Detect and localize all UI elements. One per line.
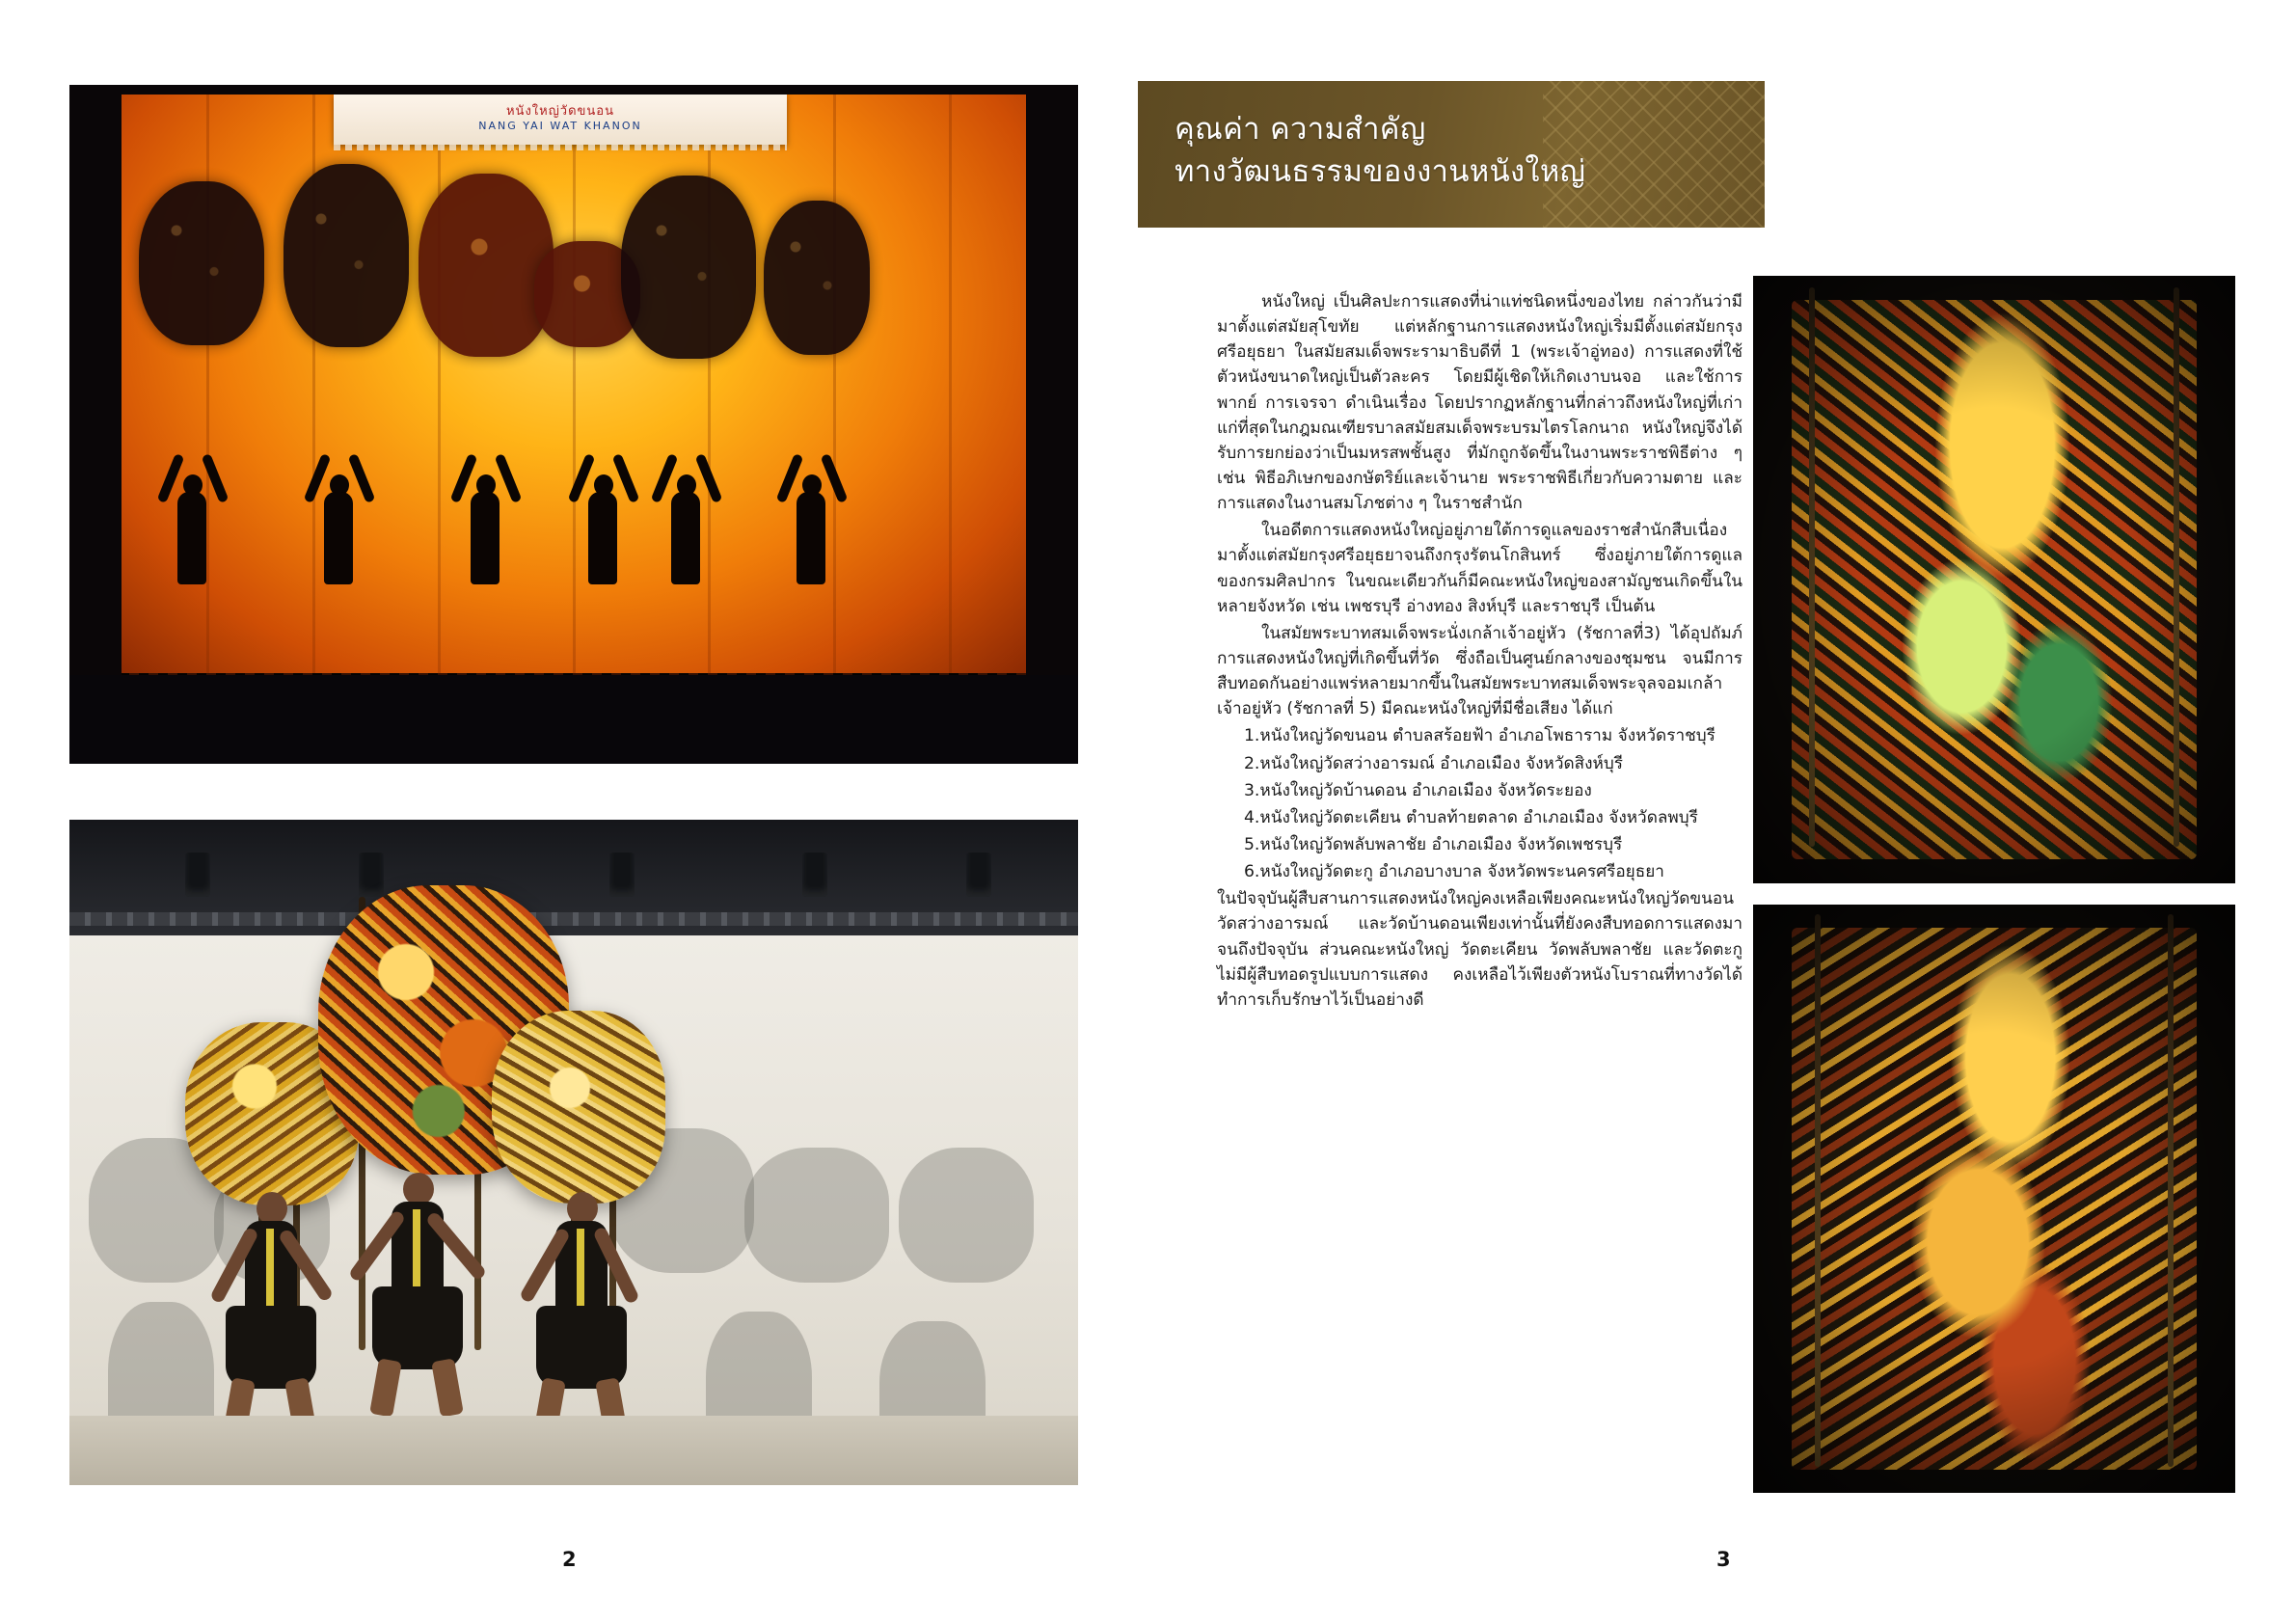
figure-carved-puppet-bottom (1753, 905, 2235, 1493)
paragraph-3: ในสมัยพระบาทสมเด็จพระนั่งเกล้าเจ้าอยู่หัว (รัชกาลที่3) ได้อุปถัมภ์การแสดงหนังใหญ่ที่เกิดขึ้นที่วัด ซึ่งถือเป็นศูนย์กลางของชุมชน จนมีการสืบทอดกันอย่างแพร่หลายมากขึ้นในสมัยพระบาทสมเด็จพระจุลจอมเกล้าเจ้าอยู่หัว (รัชกาลที่ 5) มีคณะหนังใหญ่ที่มีชื่อเสียง ได้แก่ (1217, 623, 1742, 719)
puppeteer-silhouette (459, 440, 513, 584)
page-number-right: 3 (1716, 1548, 1731, 1571)
puppeteer-silhouette (660, 440, 714, 584)
paragraph-1: หนังใหญ่ เป็นศิลปะการแสดงที่น่าแท่ชนิดหนึ่งของไทย กล่าวกันว่ามีมาตั้งแต่สมัยสุโขทัย แต่หลักฐานการแสดงหนังใหญ่เริ่มมีตั้งแต่สมัยกรุงศรีอยุธยา ในสมัยสมเด็จพระรามาธิบดีที่ 1 (พระเจ้าอู่ทอง) การแสดงที่ใช้ตัวหนังขนาดใหญ่เป็นตัวละคร โดยมีผู้เชิดให้เกิดเงาบนจอ และใช้การพากย์ การเจรจา ดำเนินเรื่อง โดยปรากฏหลักฐานที่กล่าวถึงหนังใหญ่ที่เก่าแก่ที่สุดในกฎมณเฑียรบาลสมัยสมเด็จพระบรมไตรโลกนาถ หนังใหญ่จึงได้รับการยกย่องว่าเป็นมหรสพชั้นสูง ที่มักถูกจัดขึ้นในงานพระราชพิธีต่าง ๆ เช่น พิธีอภิเษกของกษัตริย์และเจ้านาย พระราชพิธีเกี่ยวกับความตาย และการแสดงในงานสมโภชต่าง ๆ ในราชสำนัก (1217, 292, 1742, 514)
shadow-puppet-silhouette (621, 176, 756, 359)
shadow-puppet-silhouette (419, 174, 554, 357)
shadow-puppet-silhouette (764, 201, 870, 355)
list-item: 1.หนังใหญ่วัดขนอน ตำบลสร้อยฟ้า อำเภอโพธาราม จังหวัดราชบุรี (1244, 726, 1715, 746)
section-title-line1: คุณค่า ความสำคัญ (1175, 112, 1426, 147)
illuminated-screen (120, 95, 1026, 673)
list-item: 6.หนังใหญ่วัดตะกู อำเภอบางบาล จังหวัดพระนครศรีอยุธยา (1244, 862, 1664, 882)
figure-shadow-play-performance (69, 85, 1078, 764)
list-item: 5.หนังใหญ่วัดพลับพลาชัย อำเภอเมือง จังหวัดเพชรบุรี (1244, 834, 1623, 854)
paragraph-2: ในอดีตการแสดงหนังใหญ่อยู่ภายใต้การดูแลของราชสำนักสืบเนื่องมาตั้งแต่สมัยกรุงศรีอยุธยาจนถึงกรุงรัตนโกสินทร์ ซึ่งอยู่ภายใต้การดูแลของกรมศิลปากร ในขณะเดียวกันก็มีคณะหนังใหญ่ของสามัญชนเกิดขึ้นในหลายจังหวัด เช่น เพชรบุรี อ่างทอง สิงห์บุรี และราชบุรี เป็นต้น (1217, 521, 1742, 616)
lighting-truss (69, 912, 1078, 926)
shadow-puppet-silhouette (139, 181, 264, 345)
list-item: 3.หนังใหญ่วัดบ้านดอน อำเภอเมือง จังหวัดระยอง (1244, 780, 1592, 800)
stage-banner (334, 95, 787, 145)
list-item: 4.หนังใหญ่วัดตะเคียน ตำบลท้ายตลาด อำเภอเมือง จังหวัดลพบุรี (1244, 807, 1698, 827)
paragraph-closing: ในปัจจุบันผู้สืบสานการแสดงหนังใหญ่คงเหลือเพียงคณะหนังใหญ่วัดขนอน วัดสว่างอารมณ์ และวัดบ้านดอนเพียงเท่านั้นที่ยังคงสืบทอดการแสดงมาจนถึงปัจจุบัน ส่วนคณะหนังใหญ่ วัดตะเคียน วัดพลับพลาชัย และวัดตะกูไม่มีผู้สืบทอดรูปแบบการแสดง คงเหลือไว้เพียงตัวหนังโบราณที่ทางวัดได้ทำการเก็บรักษาไว้เป็นอย่างดี (1217, 889, 1742, 1010)
figure-carved-puppet-top (1753, 276, 2235, 883)
figure-dancers-with-puppets (69, 820, 1078, 1485)
banner-line-english: NANG YAI WAT KHANON (478, 120, 642, 132)
banner-line-thai: หนังใหญ่วัดขนอน (505, 104, 614, 119)
list-item: 2.หนังใหญ่วัดสว่างอารมณ์ อำเภอเมือง จังหวัดสิงห์บุรี (1244, 753, 1624, 773)
performer-right (523, 1186, 638, 1437)
puppeteer-silhouette (312, 440, 366, 584)
section-header-band (1138, 81, 1765, 228)
section-title-line2: ทางวัฒนธรรมของงานหนังใหญ่ (1175, 154, 1586, 189)
performer-center (359, 1167, 474, 1418)
puppeteer-silhouette (785, 440, 839, 584)
puppeteer-silhouette (166, 440, 220, 584)
page-number-left: 2 (562, 1548, 577, 1571)
performer-left (212, 1186, 328, 1437)
shadow-puppet-silhouette (284, 164, 409, 347)
stage-floor (69, 1416, 1078, 1485)
article-body (1217, 289, 1742, 1015)
nang-yai-puppet-right (492, 1011, 665, 1204)
puppeteer-silhouette (577, 440, 631, 584)
